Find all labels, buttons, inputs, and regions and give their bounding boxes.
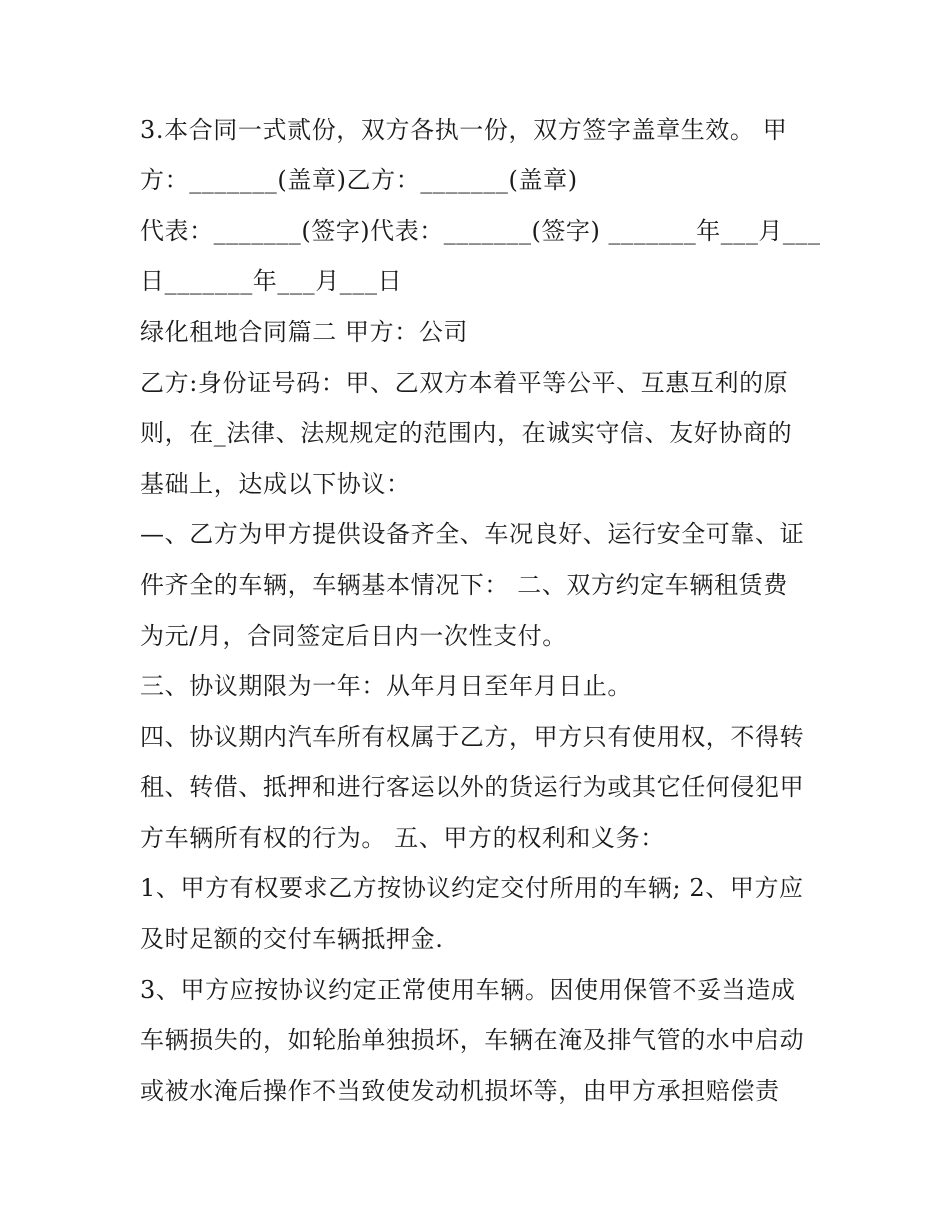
text-line: 代表：_______(签字)代表：_______(签字) _______年___月___	[140, 217, 821, 245]
text-line: 或被水淹后操作不当致使发动机损坏等，由甲方承担赔偿责	[140, 1077, 780, 1105]
text-line: 四、协议期内汽车所有权属于乙方，甲方只有使用权，不得转	[140, 723, 805, 751]
text-line: —、乙方为甲方提供设备齐全、车况良好、运行安全可靠、证	[140, 520, 805, 548]
text-line: 及时足额的交付车辆抵押金.	[140, 925, 444, 953]
text-line: 方车辆所有权的行为。 五、甲方的权利和义务：	[140, 824, 665, 852]
text-line: 日_______年___月___日	[140, 267, 403, 295]
text-line: 三、协议期限为一年：从年月日至年月日止。	[140, 672, 632, 700]
text-line: 1、甲方有权要求乙方按协议约定交付所用的车辆; 2、甲方应	[140, 874, 804, 902]
text-line: 租、转借、抵押和进行客运以外的货运行为或其它任何侵犯甲	[140, 773, 805, 801]
text-line: 车辆损失的，如轮胎单独损坏，车辆在淹及排气管的水中启动	[140, 1026, 805, 1054]
text-line: 件齐全的车辆，车辆基本情况下： 二、双方约定车辆租赁费	[140, 571, 788, 599]
text-line: 乙方:身份证号码：甲、乙双方本着平等公平、互惠互利的原	[140, 369, 789, 397]
text-line: 则，在_法律、法规规定的范围内，在诚实守信、友好协商的	[140, 419, 793, 447]
text-line: 3、甲方应按协议约定正常使用车辆。因使用保管不妥当造成	[140, 976, 796, 1004]
text-line: 方：_______(盖章)乙方：_______(盖章)	[140, 166, 578, 194]
text-line: 基础上，达成以下协议：	[140, 470, 411, 498]
text-line: 为元/月，合同签定后日内一次性支付。	[140, 622, 567, 650]
section-heading: 绿化租地合同篇二 甲方：公司	[140, 318, 469, 346]
text-line: 3.本合同一式贰份，双方各执一份，双方签字盖章生效。 甲	[140, 116, 788, 144]
